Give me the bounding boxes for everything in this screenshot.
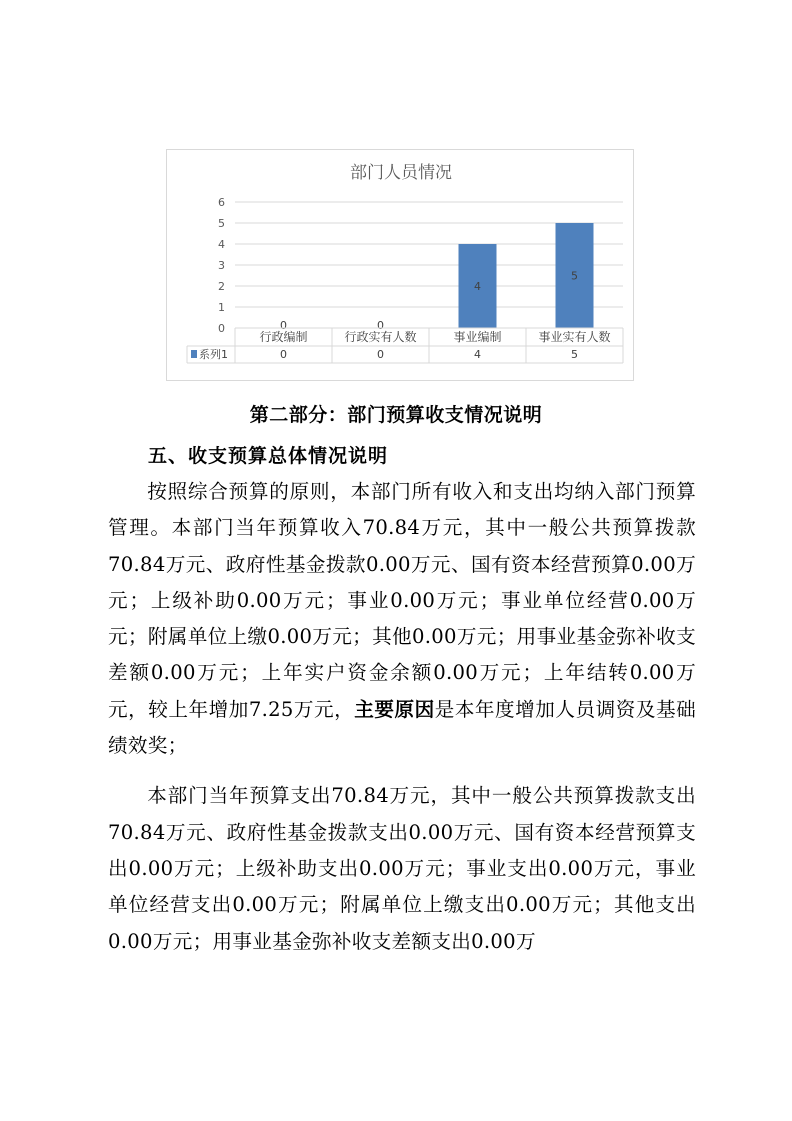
y-tick-label-6: 6 [218,196,225,209]
y-tick-label-1: 1 [218,301,225,314]
bar-label-2: 4 [474,280,481,293]
paragraph-income-bold: 主要原因 [354,697,435,721]
paragraph-expense: 本部门当年预算支出70.84万元，其中一般公共预算拨款支出70.84万元、政府性基金拨款支出0.00万元、国有资本经营预算支出0.00万元；上级补助支出0.00万元；事业支出0.00万元，事业单位经营支出0.00万元；附属单位上缴支出0.00万元；其他支出0.00万元；用事业基金弥补收支差额支出0.00万 [108,784,696,953]
table-value-3: 5 [571,348,578,361]
table-value-0: 0 [280,348,287,361]
y-tick-label-5: 5 [218,217,225,230]
staff-chart-svg [167,150,635,382]
bar-label-0: 0 [280,319,287,332]
paragraph-income-a: 按照综合预算的原则，本部门所有收入和支出均纳入部门预算管理。本部门当年预算收入70.84万元，其中一般公共预算拨款70.84万元、政府性基金拨款0.00万元、国有资本经营预算0.00万元；上级补助0.00万元；事业0.00万元；事业单位经营0.00万元；附属单位上缴0.00万元；其他0.00万元；用事业基金弥补收支差额0.00万元；上年实户资金余额0.00万元；上年结转0.00万元，较上年增加7.25万元， [108,480,696,721]
paragraph-income [108,474,696,764]
x-category-label-1: 行政实有人数 [344,330,417,344]
table-value-1: 0 [377,348,384,361]
y-tick-label-3: 3 [218,259,225,272]
bar-label-3: 5 [571,269,578,283]
legend-key [191,350,197,358]
x-category-label-2: 事业编制 [453,330,502,344]
staff-chart [166,149,634,381]
x-category-label-3: 事业实有人数 [538,330,611,344]
sub-heading: 五、收支预算总体情况说明 [148,445,389,467]
chart-title: 部门人员情况 [350,163,452,183]
bar-label-1: 0 [377,319,384,332]
section-title: 第二部分：部门预算收支情况说明 [249,404,543,426]
y-tick-label-0: 0 [218,322,225,335]
body-text [108,474,696,960]
y-tick-label-2: 2 [218,280,225,293]
paragraph-income-c: 是本年度增加人员调资及基础绩效奖； [108,697,697,758]
legend-label: 系列1 [199,348,228,361]
y-tick-label-4: 4 [218,238,225,251]
table-value-2: 4 [474,348,481,361]
x-category-label-0: 行政编制 [259,330,308,344]
